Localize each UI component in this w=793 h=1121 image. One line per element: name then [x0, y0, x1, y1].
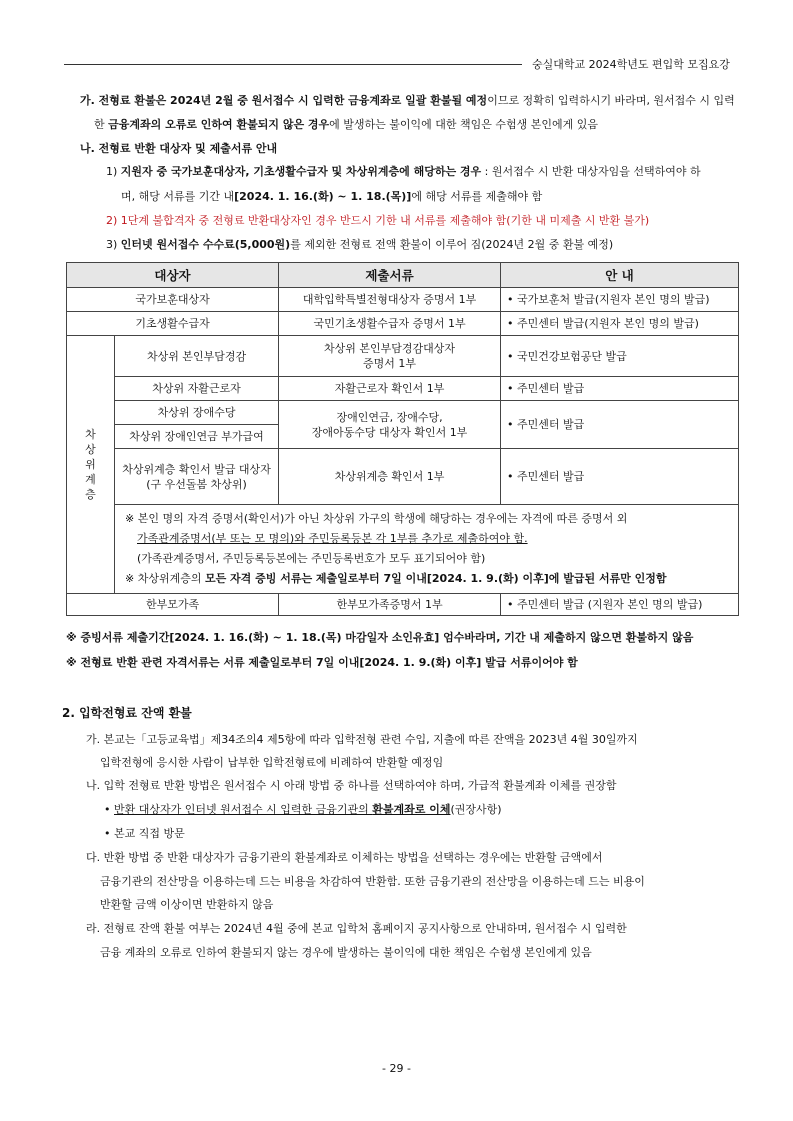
intro-item3 [106, 237, 613, 252]
intro-ga-bold1: 가. 전형료 환불은 2024년 2월 중 원서접수 시 입력한 금융계좌로 일괄 환불될 예정 [80, 94, 488, 107]
table-row [67, 401, 739, 425]
note-line4-bold: 모든 자격 증빙 서류는 제출일로부터 7일 이내[2024. 1. 9.(화) 이후]에 발급된 서류만 인정함 [204, 572, 667, 585]
sub1-info: • 국민건강보험공단 발급 [501, 336, 739, 377]
row-veteran-target: 국가보훈대상자 [67, 288, 279, 312]
sub4-target [115, 449, 279, 505]
bullet1-rest: (권장사항) [450, 803, 502, 816]
note-submission-period: ※ 증빙서류 제출기간[2024. 1. 16.(화) ~ 1. 18.(목) 마감일자 소인유효] 엄수바라며, 기간 내 제출하지 않으면 환불하지 않음 [66, 631, 694, 644]
table-row [67, 312, 739, 336]
group-char: 위 [85, 458, 96, 471]
intro-item1-num: 1) [106, 165, 121, 178]
sub1-target: 차상위 본인부담경감 [115, 336, 279, 377]
intro-item3-bold: 인터넷 원서접수 수수료(5,000원) [120, 238, 291, 251]
intro-ga-line1 [80, 93, 735, 108]
note-line2: 가족관계증명서(부 또는 모 명의)와 주민등록등본 각 1부를 추가로 제출하여야 함. [137, 532, 528, 545]
intro-ga-bold2: 금융계좌의 오류로 인하여 환불되지 않은 경우 [108, 118, 330, 131]
intro-ga-rest2: 에 발생하는 불이익에 대한 책임은 수험생 본인에게 있음 [329, 118, 599, 131]
intro-item1-l2pre: 며, 해당 서류를 기간 내 [121, 190, 235, 203]
section2-ra-line1: 라. 전형료 잔액 환불 여부는 2024년 4월 중에 본교 입학처 홈페이지 공지사항으로 안내하며, 원서접수 시 입력한 [86, 922, 627, 935]
bullet2-text: 본교 직접 방문 [114, 827, 185, 840]
group-char: 상 [85, 443, 96, 456]
row-basic-info: • 주민센터 발급(지원자 본인 명의 발급) [501, 312, 739, 336]
sub1-docs-line2: 증명서 1부 [363, 357, 417, 370]
header-rule [64, 64, 522, 65]
intro-item1-l2rest: 에 해당 서류를 제출해야 함 [411, 190, 543, 203]
table-header-target: 대상자 [67, 263, 279, 288]
intro-item3-rest: 를 제외한 전형료 전액 환불이 이루어 짐(2024년 2월 중 환불 예정) [290, 238, 614, 251]
row-single-docs: 한부모가족증명서 1부 [279, 594, 501, 616]
intro-ga-line2 [94, 117, 598, 132]
row-single-target: 한부모가족 [67, 594, 279, 616]
sub2-docs: 자활근로자 확인서 1부 [279, 377, 501, 401]
sub3b-target: 차상위 장애인연금 부가급여 [115, 425, 279, 449]
table-header-row [67, 263, 739, 288]
group-near-poverty-label [67, 336, 115, 594]
table-header-docs: 제출서류 [279, 263, 501, 288]
intro-item1-line1 [106, 164, 701, 179]
section2-na-line1: 나. 입학 전형료 반환 방법은 원서접수 시 아래 방법 중 하나를 선택하여야 하며, 가급적 환불계좌 이체를 권장함 [86, 779, 617, 792]
bullet1-bold: 환불계좌로 이체 [372, 803, 451, 816]
sub2-info: • 주민센터 발급 [501, 377, 739, 401]
table-note-row [67, 505, 739, 594]
page-number: - 29 - [382, 1062, 411, 1075]
intro-item1-line2 [121, 189, 542, 204]
sub1-docs [279, 336, 501, 377]
section2-title: 2. 입학전형료 잔액 환불 [62, 706, 192, 720]
group-char: 계 [85, 473, 96, 486]
table-row [67, 449, 739, 505]
table-row [67, 377, 739, 401]
section2-ga-line1: 가. 본교는「고등교육법」제34조의4 제5항에 따라 입학전형 관련 수입, 지출에 따른 잔액을 2023년 4월 30일까지 [86, 733, 638, 746]
sub3-docs [279, 401, 501, 449]
note-line3: (가족관계증명서, 주민등록등본에는 주민등록번호가 모두 표기되어야 함) [137, 552, 486, 565]
sub4-info: • 주민센터 발급 [501, 449, 739, 505]
intro-item1-rest: : 원서접수 시 반환 대상자임을 선택하여야 하 [481, 165, 701, 178]
table-note [115, 505, 739, 594]
intro-item1-bold: 지원자 중 국가보훈대상자, 기초생활수급자 및 차상위계층에 해당하는 경우 [120, 165, 482, 178]
bullet-dot: • [104, 827, 114, 840]
sub4-docs: 차상위계층 확인서 1부 [279, 449, 501, 505]
sub4-target-line2: (구 우선돌봄 차상위) [146, 477, 247, 491]
intro-item3-num: 3) [106, 238, 121, 251]
row-veteran-info: • 국가보훈처 발급(지원자 본인 명의 발급) [501, 288, 739, 312]
header-title: 숭실대학교 2024학년도 편입학 모집요강 [532, 58, 730, 71]
table-row [67, 288, 739, 312]
intro-na-title: 나. 전형료 반환 대상자 및 제출서류 안내 [80, 142, 278, 155]
section2-bullet2 [104, 826, 185, 841]
intro-ga-pre2: 한 [94, 118, 109, 131]
sub3-docs-line1: 장애인연금, 장애수당, [336, 410, 443, 424]
sub2-target: 차상위 자활근로자 [115, 377, 279, 401]
table-row [67, 336, 739, 377]
sub4-target-line1: 차상위계층 확인서 발급 대상자 [122, 462, 271, 476]
sub3-info: • 주민센터 발급 [501, 401, 739, 449]
group-char: 차 [85, 428, 96, 441]
note-line4-pre: ※ 차상위계층의 [125, 572, 205, 585]
section2-bullet1 [104, 802, 502, 817]
sub3a-target: 차상위 장애수당 [115, 401, 279, 425]
sub3-docs-line2: 장애아동수당 대상자 확인서 1부 [311, 425, 468, 439]
section2-ra-line2: 금융 계좌의 오류로 인하여 환불되지 않는 경우에 발생하는 불이익에 대한 책임은 수험생 본인에게 있음 [100, 946, 592, 959]
group-char: 층 [85, 488, 96, 501]
intro-item2: 2) 1단계 불합격자 중 전형료 반환대상자인 경우 반드시 기한 내 서류를 제출해야 함(기한 내 미제출 시 반환 불가) [106, 214, 650, 227]
bullet1-pre: 반환 대상자가 인터넷 원서접수 시 입력한 금융기관의 [114, 803, 373, 816]
section2-da-line2: 금융기관의 전산망을 이용하는데 드는 비용을 차감하여 반환함. 또한 금융기관의 전산망을 이용하는데 드는 비용이 [100, 875, 645, 888]
section2-ga-line2: 입학전형에 응시한 사람이 납부한 입학전형료에 비례하여 반환할 예정임 [100, 756, 444, 769]
row-basic-target: 기초생활수급자 [67, 312, 279, 336]
row-single-info: • 주민센터 발급 (지원자 본인 명의 발급) [501, 594, 739, 616]
intro-ga-rest1: 이므로 정확히 입력하시기 바라며, 원서접수 시 입력 [487, 94, 735, 107]
section2-da-line1: 다. 반환 방법 중 반환 대상자가 금융기관의 환불계좌로 이체하는 방법을 선택하는 경우에는 반환할 금액에서 [86, 851, 603, 864]
row-veteran-docs: 대학입학특별전형대상자 증명서 1부 [279, 288, 501, 312]
intro-item1-l2bold: [2024. 1. 16.(화) ~ 1. 18.(목)] [234, 190, 412, 203]
row-basic-docs: 국민기초생활수급자 증명서 1부 [279, 312, 501, 336]
bullet-dot: • [104, 803, 114, 816]
refund-documents-table [66, 262, 739, 616]
table-row [67, 594, 739, 616]
sub1-docs-line1: 차상위 본인부담경감대상자 [324, 342, 456, 355]
note-document-validity: ※ 전형료 반환 관련 자격서류는 서류 제출일로부터 7일 이내[2024. 1. 9.(화) 이후] 발급 서류이어야 함 [66, 656, 578, 669]
table-header-info: 안 내 [501, 263, 739, 288]
section2-da-line3: 반환할 금액 이상이면 반환하지 않음 [100, 898, 274, 911]
note-line1: ※ 본인 명의 자격 증명서(확인서)가 아닌 차상위 가구의 학생에 해당하는 경우에는 자격에 따른 증명서 외 [125, 512, 628, 525]
